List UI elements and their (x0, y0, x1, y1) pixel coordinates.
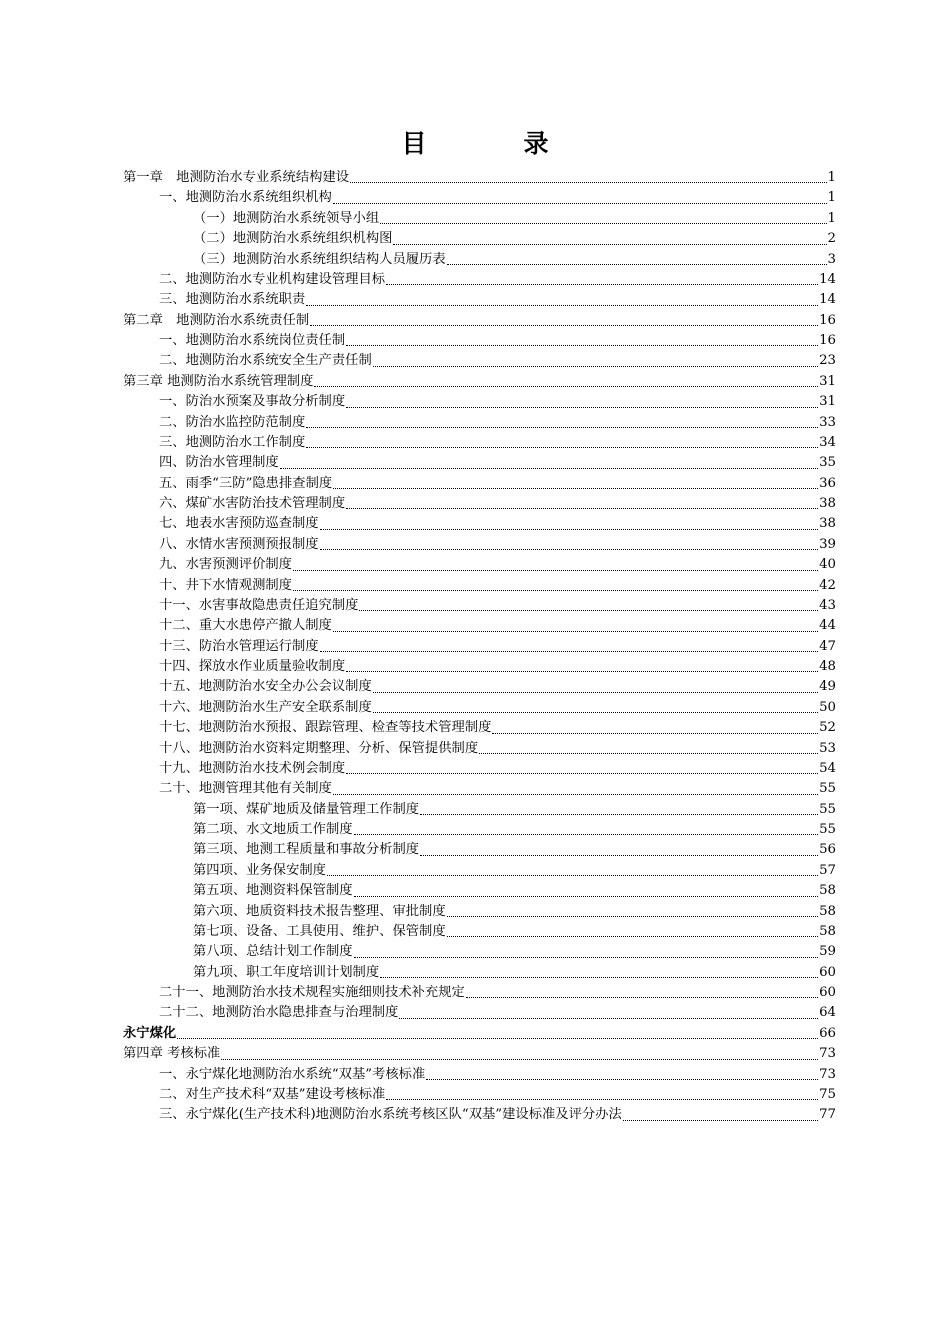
toc-entry-page-number: 1 (827, 210, 836, 226)
toc-entry-page-number: 31 (819, 373, 836, 389)
toc-entry[interactable] (123, 596, 836, 616)
toc-entry[interactable] (123, 698, 836, 718)
toc-entry-text: （二）地测防治水系统组织机构图 (193, 231, 393, 247)
toc-entry[interactable] (123, 555, 836, 575)
toc-entry-text: 二、防治水监控防范制度 (159, 414, 306, 430)
toc-entry[interactable] (123, 433, 836, 453)
toc-entry-page-number: 47 (819, 638, 836, 654)
dot-leader (306, 446, 818, 448)
toc-entry-page-number: 44 (819, 618, 836, 634)
toc-entry-page-number: 42 (819, 577, 836, 593)
toc-list (123, 168, 836, 1126)
toc-entry[interactable] (123, 576, 836, 596)
toc-entry-page-number: 3 (827, 251, 836, 267)
toc-entry-text: 十四、探放水作业质量验收制度 (159, 659, 346, 674)
toc-entry-text: 第三项、地测工程质量和事故分析制度 (193, 842, 420, 858)
toc-entry-page-number: 60 (819, 985, 836, 1000)
toc-entry-page-number: 55 (819, 801, 836, 817)
toc-entry[interactable] (123, 290, 836, 310)
toc-entry-page-number: 56 (819, 842, 836, 858)
toc-entry-text: 二、对生产技术科“双基”建设考核标准 (159, 1086, 386, 1102)
dot-leader (399, 1017, 818, 1019)
toc-entry[interactable] (123, 718, 836, 738)
toc-entry[interactable] (123, 331, 836, 351)
toc-entry-page-number: 58 (819, 903, 836, 919)
toc-entry-page-number: 35 (819, 455, 836, 471)
toc-entry-text: 十一、水害事故隐患责任追究制度 (159, 597, 359, 613)
toc-entry[interactable] (123, 657, 836, 677)
dot-leader (354, 956, 819, 958)
toc-entry-page-number: 57 (819, 862, 836, 878)
toc-entry[interactable] (123, 963, 836, 983)
dot-leader (447, 935, 818, 937)
toc-entry-text: （一）地测防治水系统领导小组 (193, 210, 380, 226)
toc-entry-text: 十五、地测防治水安全办公会议制度 (159, 679, 372, 695)
toc-entry-text: 第三章 地测防治水系统管理制度 (123, 373, 314, 389)
dot-leader (333, 202, 827, 204)
toc-entry[interactable] (123, 229, 836, 249)
toc-entry-page-number: 34 (819, 434, 836, 450)
toc-entry-text: 第二章 地测防治水系统责任制 (123, 312, 310, 328)
dot-leader (320, 528, 819, 530)
dot-leader (346, 670, 818, 672)
toc-entry-page-number: 75 (819, 1086, 836, 1102)
toc-entry-text: 一、永宁煤化地测防治水系统“双基”考核标准 (159, 1066, 426, 1082)
dot-leader (293, 589, 818, 591)
toc-entry-page-number: 59 (819, 944, 836, 960)
toc-entry-page-number: 60 (819, 964, 836, 980)
toc-entry-page-number: 58 (819, 923, 836, 939)
toc-entry-page-number: 38 (819, 516, 836, 532)
dot-leader (354, 895, 819, 897)
toc-entry[interactable] (123, 902, 836, 922)
toc-entry[interactable] (123, 1003, 836, 1023)
dot-leader (346, 507, 818, 509)
toc-entry[interactable] (123, 209, 836, 229)
toc-entry-text: 第一章 地测防治水专业系统结构建设 (123, 170, 350, 185)
dot-leader (333, 487, 818, 489)
toc-entry[interactable] (123, 983, 836, 1003)
toc-entry-page-number: 23 (819, 353, 836, 369)
toc-entry[interactable] (123, 677, 836, 697)
toc-entry[interactable] (123, 1044, 836, 1064)
toc-entry-text: 四、防治水管理制度 (159, 455, 279, 471)
toc-entry[interactable] (123, 351, 836, 371)
toc-entry-text: 三、永宁煤化(生产技术科)地测防治水系统考核区队“双基”建设标准及评分办法 (159, 1107, 622, 1123)
toc-entry-text: 六、煤矿水害防治技术管理制度 (159, 496, 346, 511)
toc-entry-text: 第二项、水文地质工作制度 (193, 822, 353, 837)
dot-leader (354, 833, 819, 835)
dot-leader (310, 324, 818, 326)
dot-leader (346, 344, 818, 346)
toc-entry-text: 永宁煤化 (123, 1025, 177, 1041)
dot-leader (333, 793, 818, 795)
toc-entry-text: 第七项、设备、工具使用、维护、保管制度 (193, 923, 446, 939)
dot-leader (373, 691, 818, 693)
dot-leader (420, 813, 818, 815)
toc-entry[interactable] (123, 474, 836, 494)
toc-entry-page-number: 36 (819, 475, 836, 491)
toc-entry-text: 二十二、地测防治水隐患排查与治理制度 (159, 1005, 399, 1021)
dot-leader (221, 1058, 818, 1060)
toc-entry-text: 一、地测防治水系统岗位责任制 (159, 333, 346, 348)
toc-entry[interactable] (123, 739, 836, 759)
toc-entry[interactable] (123, 1085, 836, 1105)
toc-entry-text: 二、地测防治水系统安全生产责任制 (159, 353, 372, 369)
toc-entry-page-number: 66 (819, 1025, 836, 1041)
toc-entry[interactable] (123, 270, 836, 290)
dot-leader (380, 222, 826, 224)
toc-entry[interactable] (123, 168, 836, 188)
toc-entry-page-number: 14 (819, 271, 836, 287)
dot-leader (386, 283, 818, 285)
toc-entry-text: 十七、地测防治水预报、跟踪管理、检查等技术管理制度 (159, 720, 492, 736)
toc-entry-page-number: 77 (819, 1107, 836, 1123)
toc-entry[interactable] (123, 779, 836, 799)
toc-entry-page-number: 55 (819, 822, 836, 837)
toc-entry-page-number: 16 (819, 333, 836, 348)
toc-entry-text: 八、水情水害预测预报制度 (159, 536, 319, 552)
toc-entry[interactable] (123, 1065, 836, 1085)
toc-title: 目 录 (401, 129, 585, 158)
toc-entry-text: 第八项、总结计划工作制度 (193, 944, 353, 960)
dot-leader (479, 752, 818, 754)
toc-entry[interactable] (123, 840, 836, 860)
toc-entry-page-number: 14 (819, 292, 836, 308)
dot-leader (386, 1098, 818, 1100)
toc-entry-page-number: 53 (819, 740, 836, 756)
toc-entry-text: 第五项、地测资料保管制度 (193, 883, 353, 899)
toc-entry[interactable] (123, 861, 836, 881)
toc-entry-text: 第四项、业务保安制度 (193, 862, 326, 878)
toc-entry[interactable] (123, 311, 836, 331)
toc-entry-text: 十、井下水情观测制度 (159, 577, 292, 593)
toc-entry-text: 五、雨季“三防”隐患排查制度 (159, 475, 333, 491)
toc-entry-page-number: 33 (819, 414, 836, 430)
dot-leader (380, 976, 818, 978)
dot-leader (320, 548, 819, 550)
toc-entry-text: 一、地测防治水系统组织机构 (159, 190, 332, 206)
toc-entry[interactable] (123, 453, 836, 473)
toc-entry[interactable] (123, 820, 836, 840)
toc-entry[interactable] (123, 942, 836, 962)
toc-entry-page-number: 1 (827, 190, 836, 206)
toc-entry-text: 第六项、地质资料技术报告整理、审批制度 (193, 903, 446, 919)
toc-entry[interactable] (123, 800, 836, 820)
toc-entry-text: 十二、重大水患停产撤人制度 (159, 618, 332, 634)
dot-leader (492, 732, 818, 734)
dot-leader (306, 426, 818, 428)
toc-entry[interactable] (123, 535, 836, 555)
toc-entry-page-number: 52 (819, 720, 836, 736)
toc-entry-text: 七、地表水害预防巡查制度 (159, 516, 319, 532)
dot-leader (420, 854, 818, 856)
toc-entry-text: （三）地测防治水系统组织结构人员履历表 (193, 251, 446, 267)
dot-leader (327, 874, 818, 876)
toc-entry-text: 第九项、职工年度培训计划制度 (193, 964, 380, 980)
toc-entry-text: 一、防治水预案及事故分析制度 (159, 394, 346, 410)
toc-entry[interactable] (123, 759, 836, 779)
toc-entry-text: 二十一、地测防治水技术规程实施细则技术补充规定 (159, 985, 465, 1000)
dot-leader (466, 996, 818, 998)
toc-entry-page-number: 39 (819, 536, 836, 552)
toc-entry-text: 第四章 考核标准 (123, 1046, 221, 1062)
toc-entry[interactable] (123, 637, 836, 657)
toc-entry-text: 三、地测防治水工作制度 (159, 434, 306, 450)
dot-leader (293, 569, 818, 571)
toc-entry[interactable] (123, 494, 836, 514)
dot-leader (306, 304, 818, 306)
toc-entry[interactable] (123, 413, 836, 433)
toc-entry[interactable] (123, 1024, 836, 1044)
toc-entry-page-number: 43 (819, 597, 836, 613)
toc-entry[interactable] (123, 514, 836, 534)
toc-entry[interactable] (123, 372, 836, 392)
toc-entry-text: 二、地测防治水专业机构建设管理目标 (159, 271, 386, 287)
toc-entry-page-number: 73 (819, 1066, 836, 1082)
toc-entry-page-number: 54 (819, 760, 836, 776)
toc-entry-page-number: 1 (827, 170, 836, 185)
toc-entry-page-number: 58 (819, 883, 836, 899)
toc-entry-text: 十八、地测防治水资料定期整理、分析、保管提供制度 (159, 740, 479, 756)
toc-entry-page-number: 73 (819, 1046, 836, 1062)
toc-entry-text: 第一项、煤矿地质及储量管理工作制度 (193, 801, 420, 817)
toc-entry-page-number: 55 (819, 781, 836, 797)
toc-entry-text: 十六、地测防治水生产安全联系制度 (159, 699, 372, 715)
toc-entry-page-number: 16 (819, 312, 836, 328)
dot-leader (373, 711, 818, 713)
toc-entry-page-number: 40 (819, 557, 836, 573)
toc-entry[interactable] (123, 1105, 836, 1125)
dot-leader (359, 609, 818, 611)
dot-leader (177, 1037, 818, 1039)
toc-entry-page-number: 64 (819, 1005, 836, 1021)
toc-entry-text: 十九、地测防治水技术例会制度 (159, 760, 346, 776)
toc-entry[interactable] (123, 188, 836, 208)
dot-leader (320, 650, 819, 652)
dot-leader (426, 1078, 818, 1080)
toc-entry-page-number: 38 (819, 496, 836, 511)
dot-leader (333, 630, 818, 632)
toc-entry[interactable] (123, 250, 836, 270)
dot-leader (346, 772, 818, 774)
toc-entry[interactable] (123, 616, 836, 636)
toc-entry-text: 三、地测防治水系统职责 (159, 292, 306, 308)
dot-leader (314, 385, 818, 387)
dot-leader (373, 365, 818, 367)
toc-entry[interactable] (123, 392, 836, 412)
dot-leader (447, 915, 818, 917)
toc-entry-text: 二十、地测管理其他有关制度 (159, 781, 332, 797)
toc-entry-text: 九、水害预测评价制度 (159, 557, 292, 573)
dot-leader (346, 406, 818, 408)
toc-entry-page-number: 2 (827, 231, 836, 247)
dot-leader (623, 1119, 818, 1121)
toc-entry[interactable] (123, 881, 836, 901)
toc-entry[interactable] (123, 922, 836, 942)
toc-entry-page-number: 50 (819, 699, 836, 715)
toc-entry-page-number: 48 (819, 659, 836, 674)
toc-entry-text: 十三、防治水管理运行制度 (159, 638, 319, 654)
toc-entry-page-number: 31 (819, 394, 836, 410)
dot-leader (350, 181, 826, 183)
dot-leader (280, 467, 818, 469)
dot-leader (447, 263, 827, 265)
dot-leader (393, 243, 826, 245)
toc-entry-page-number: 49 (819, 679, 836, 695)
